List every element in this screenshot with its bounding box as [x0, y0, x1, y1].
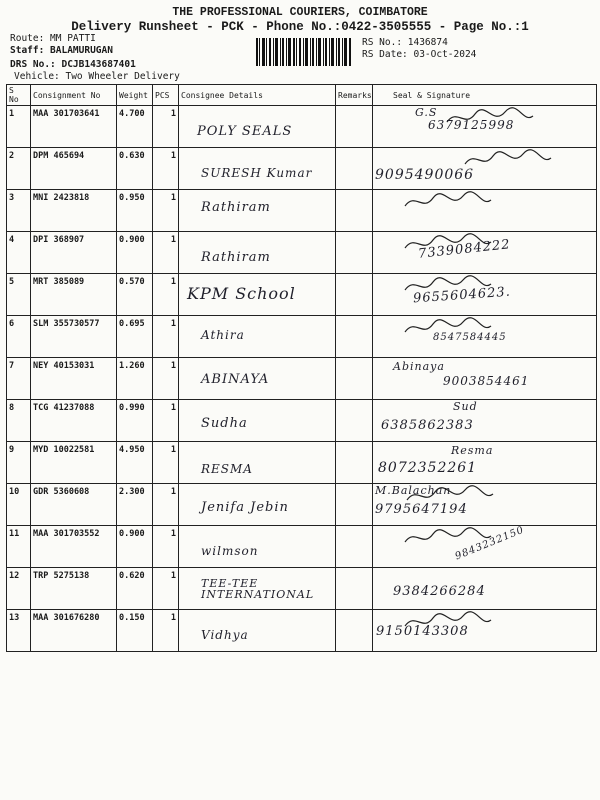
table-row: [7, 106, 597, 148]
table-row: [7, 232, 597, 274]
row-weight: 0.900: [117, 526, 153, 568]
row-consignee-cell: [179, 148, 336, 190]
row-sno: 3: [7, 190, 31, 232]
receiver-phone-number: 9003854461: [443, 374, 530, 388]
row-consignment-no: TCG 41237088: [31, 400, 117, 442]
receiver-phone-number: 9795647194: [375, 502, 468, 517]
table-header-row: [7, 85, 597, 106]
row-sno: 8: [7, 400, 31, 442]
receiver-phone-number: 8547584445: [433, 332, 507, 343]
row-weight: 0.990: [117, 400, 153, 442]
row-pcs: 1: [153, 568, 179, 610]
row-sno: 2: [7, 148, 31, 190]
consignee-handwritten-name: Rathiram: [201, 250, 271, 265]
row-sno: 4: [7, 232, 31, 274]
table-row: [7, 400, 597, 442]
consignee-handwritten-name: POLY SEALS: [197, 124, 293, 139]
table-row: [7, 568, 597, 610]
row-pcs: 1: [153, 610, 179, 652]
consignee-handwritten-name: ABINAYA: [201, 372, 270, 387]
row-signature-cell: [373, 232, 597, 274]
row-signature-cell: [373, 526, 597, 568]
row-remarks: [336, 526, 373, 568]
consignee-handwritten-name: wilmson: [201, 544, 259, 558]
consignee-handwritten-name: KPM School: [187, 284, 296, 303]
row-remarks: [336, 442, 373, 484]
col-consignee: Consignee Details: [179, 85, 336, 106]
row-remarks: [336, 232, 373, 274]
row-weight: 0.695: [117, 316, 153, 358]
row-consignment-no: MAA 301703552: [31, 526, 117, 568]
col-sno: S No: [7, 85, 31, 106]
row-pcs: 1: [153, 274, 179, 316]
row-consignment-no: TRP 5275138: [31, 568, 117, 610]
row-remarks: [336, 484, 373, 526]
row-signature-cell: [373, 106, 597, 148]
consignee-handwritten-name: Jenifa Jebin: [201, 500, 289, 515]
row-pcs: 1: [153, 358, 179, 400]
row-remarks: [336, 568, 373, 610]
row-weight: 0.570: [117, 274, 153, 316]
row-sno: 9: [7, 442, 31, 484]
table-row: [7, 190, 597, 232]
row-signature-cell: [373, 568, 597, 610]
row-weight: 1.260: [117, 358, 153, 400]
row-weight: 0.620: [117, 568, 153, 610]
row-sno: 13: [7, 610, 31, 652]
drs-number: DRS No.: DCJB143687401: [10, 59, 136, 70]
row-weight: 0.630: [117, 148, 153, 190]
row-pcs: 1: [153, 484, 179, 526]
row-pcs: 1: [153, 232, 179, 274]
row-pcs: 1: [153, 148, 179, 190]
signature-scribble: [463, 148, 553, 170]
row-pcs: 1: [153, 106, 179, 148]
table-row: [7, 526, 597, 568]
row-signature-cell: [373, 274, 597, 316]
row-sno: 5: [7, 274, 31, 316]
receiver-phone-number: 9384266284: [393, 584, 486, 599]
runsheet-table: [6, 84, 597, 652]
row-remarks: [336, 316, 373, 358]
table-row: [7, 442, 597, 484]
col-pcs: PCS: [153, 85, 179, 106]
row-consignment-no: MAA 301703641: [31, 106, 117, 148]
receiver-phone-number: 9095490066: [375, 167, 475, 183]
row-consignment-no: MNI 2423818: [31, 190, 117, 232]
row-weight: 4.950: [117, 442, 153, 484]
row-remarks: [336, 106, 373, 148]
col-signature: Seal & Signature: [373, 85, 597, 106]
row-pcs: 1: [153, 442, 179, 484]
row-signature-cell: [373, 358, 597, 400]
consignee-handwritten-name: RESMA: [201, 462, 253, 476]
vehicle-label: Vehicle: Two Wheeler Delivery: [14, 71, 180, 82]
row-consignment-no: MRT 385089: [31, 274, 117, 316]
signature-handwriting: G.S: [415, 106, 438, 119]
row-signature-cell: [373, 442, 597, 484]
row-pcs: 1: [153, 316, 179, 358]
row-consignment-no: GDR 5360608: [31, 484, 117, 526]
table-row: [7, 610, 597, 652]
row-consignment-no: NEY 40153031: [31, 358, 117, 400]
row-sno: 6: [7, 316, 31, 358]
row-consignee-cell: [179, 316, 336, 358]
row-weight: 2.300: [117, 484, 153, 526]
company-title: THE PROFESSIONAL COURIERS, COIMBATORE: [172, 6, 428, 19]
signature-scribble: [403, 190, 493, 212]
signature-handwriting: Sud: [453, 400, 478, 413]
row-sno: 1: [7, 106, 31, 148]
row-signature-cell: [373, 316, 597, 358]
row-remarks: [336, 400, 373, 442]
row-consignee-cell: [179, 232, 336, 274]
row-consignment-no: DPM 465694: [31, 148, 117, 190]
receiver-phone-number: 8072352261: [378, 460, 478, 476]
row-consignment-no: SLM 355730577: [31, 316, 117, 358]
col-weight: Weight: [117, 85, 153, 106]
table-row: [7, 148, 597, 190]
consignee-handwritten-name: SURESH Kumar: [201, 166, 313, 180]
row-signature-cell: [373, 190, 597, 232]
runsheet-subtitle: Delivery Runsheet - PCK - Phone No.:0422-3505555 - Page No.:1: [71, 20, 529, 34]
table-row: [7, 358, 597, 400]
row-signature-cell: [373, 610, 597, 652]
col-remarks: Remarks: [336, 85, 373, 106]
row-consignee-cell: [179, 568, 336, 610]
row-sno: 12: [7, 568, 31, 610]
row-pcs: 1: [153, 190, 179, 232]
row-consignee-cell: [179, 400, 336, 442]
row-remarks: [336, 358, 373, 400]
row-signature-cell: [373, 484, 597, 526]
signature-handwriting: M.Balachan: [375, 484, 452, 497]
row-consignee-cell: [179, 442, 336, 484]
row-pcs: 1: [153, 526, 179, 568]
receiver-phone-number: 6385862383: [381, 418, 474, 433]
row-weight: 4.700: [117, 106, 153, 148]
consignee-handwritten-name: Athira: [201, 328, 245, 342]
row-consignment-no: MYD 10022581: [31, 442, 117, 484]
receiver-phone-number: 6379125998: [428, 118, 515, 132]
row-remarks: [336, 274, 373, 316]
table-row: [7, 274, 597, 316]
staff-label: Staff: BALAMURUGAN: [10, 45, 113, 56]
row-consignee-cell: [179, 106, 336, 148]
signature-handwriting: Resma: [451, 444, 494, 457]
row-consignee-cell: [179, 610, 336, 652]
row-consignee-cell: [179, 526, 336, 568]
row-sno: 10: [7, 484, 31, 526]
row-sno: 11: [7, 526, 31, 568]
receiver-phone-number: 7339084222: [417, 237, 512, 262]
receiver-phone-number: 9843232150: [453, 524, 527, 563]
row-consignment-no: MAA 301676280: [31, 610, 117, 652]
table-row: [7, 484, 597, 526]
signature-handwriting: Abinaya: [393, 360, 445, 373]
consignee-handwritten-name: TEE-TEE INTERNATIONAL: [201, 577, 315, 601]
table-row: [7, 316, 597, 358]
row-remarks: [336, 190, 373, 232]
row-consignment-no: DPI 368907: [31, 232, 117, 274]
consignee-handwritten-name: Vidhya: [201, 628, 249, 642]
row-weight: 0.150: [117, 610, 153, 652]
row-signature-cell: [373, 400, 597, 442]
row-consignee-cell: [179, 484, 336, 526]
row-weight: 0.950: [117, 190, 153, 232]
col-consignment: Consignment No: [31, 85, 117, 106]
row-signature-cell: [373, 148, 597, 190]
consignee-handwritten-name: Sudha: [201, 416, 248, 431]
row-sno: 7: [7, 358, 31, 400]
consignee-handwritten-name: Rathiram: [201, 200, 271, 215]
route-label: Route: MM PATTI: [10, 33, 96, 44]
row-consignee-cell: [179, 358, 336, 400]
barcode-image: [256, 38, 352, 66]
row-remarks: [336, 610, 373, 652]
row-remarks: [336, 148, 373, 190]
rs-date: RS Date: 03-Oct-2024: [362, 49, 477, 60]
receiver-phone-number: 9150143308: [376, 624, 469, 639]
row-weight: 0.900: [117, 232, 153, 274]
rs-number: RS No.: 1436874: [362, 37, 448, 48]
row-pcs: 1: [153, 400, 179, 442]
receiver-phone-number: 9655604623.: [412, 284, 512, 307]
row-consignee-cell: [179, 274, 336, 316]
row-consignee-cell: [179, 190, 336, 232]
